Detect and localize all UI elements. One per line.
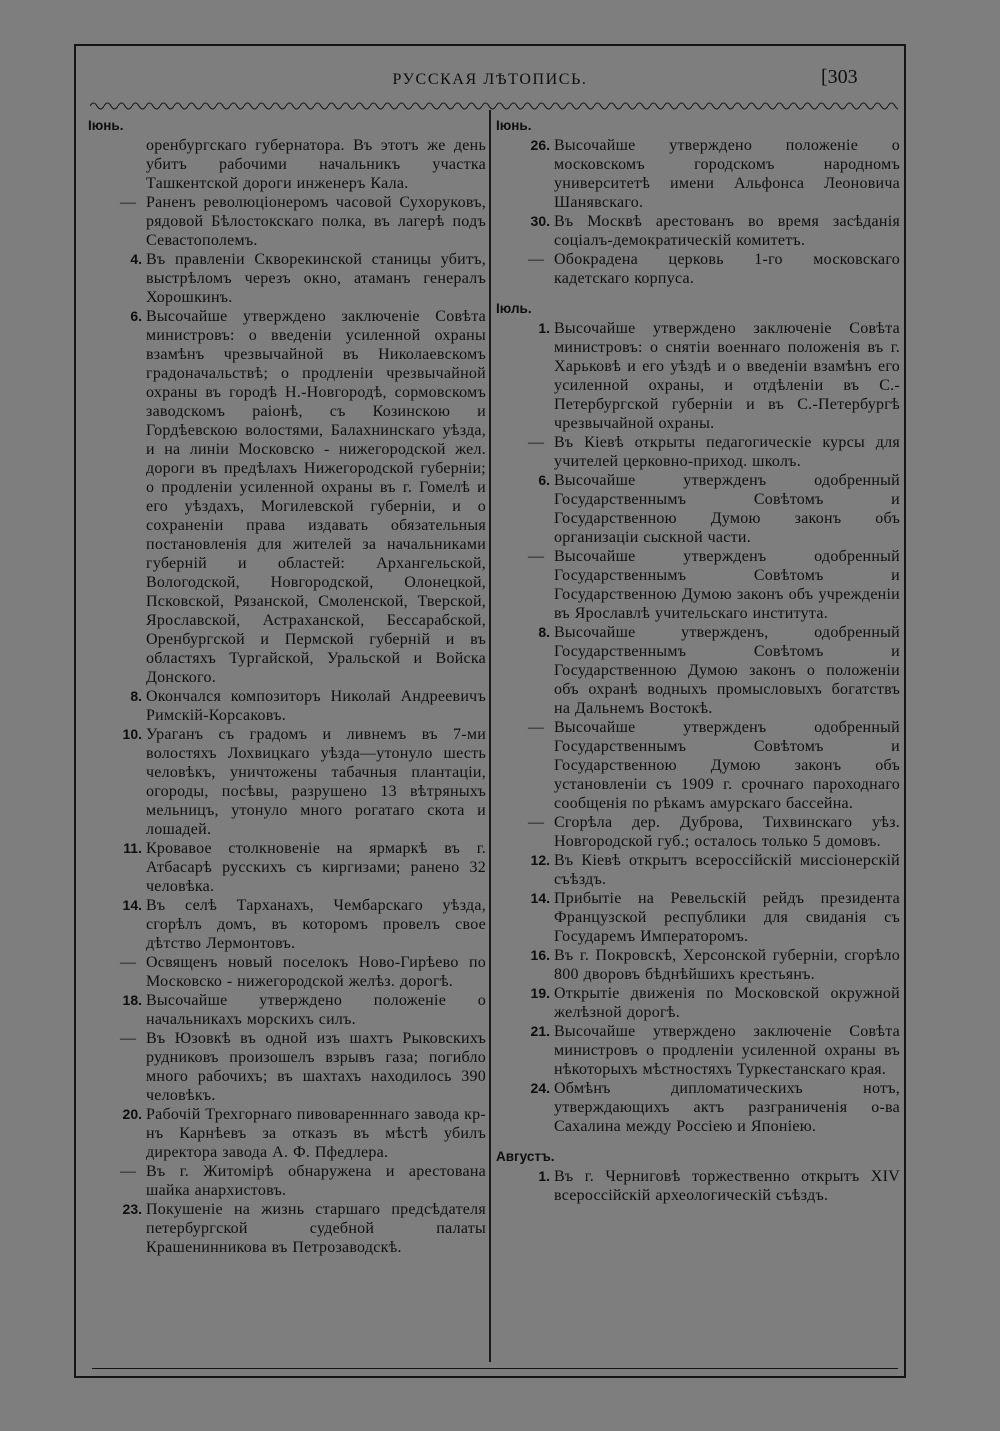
entry-text: Высочайше утвержденъ, одобренный Государственнымъ Совѣтомъ и Государственною Думою законъ о положеніи объ охранѣ водныхъ промысловыхъ богатствъ на Дальнемъ Востокѣ. [554, 624, 900, 717]
entry-text: Окончался композиторъ Николай Андреевичъ Римскій-Корсаковъ. [146, 688, 486, 724]
chronicle-entry [88, 991, 486, 1029]
continuation-dash: — [120, 1163, 136, 1180]
chronicle-entry [496, 984, 900, 1022]
entry-day: 14. [122, 897, 142, 913]
entry-text: Въ правленіи Скворекинской станицы убитъ, выстрѣломъ черезъ окно, атаманъ генералъ Хорошкинъ. [146, 251, 486, 306]
chronicle-entry [88, 687, 486, 725]
chronicle-entry [496, 547, 900, 623]
chronicle-entry [496, 946, 900, 984]
chronicle-entry [496, 1167, 900, 1205]
page-number: [303 [821, 66, 858, 88]
entry-text: Высочайше утвержденъ одобренный Государственнымъ Совѣтомъ и Государственною Думою законъ объ организаціи сыскной части. [554, 472, 900, 546]
entry-day: 19. [530, 985, 550, 1001]
entry-day: 8. [130, 688, 142, 704]
entry-text: Въ г. Житомірѣ обнаружена и арестована шайка анархистовъ. [146, 1163, 486, 1199]
bottom-rule [92, 1368, 898, 1369]
entry-day: 20. [122, 1106, 142, 1122]
entry-text: Въ Кіевѣ открыты педагогическіе курсы для учителей церковно-приход. школъ. [554, 434, 900, 470]
entry-day: 26. [530, 137, 550, 153]
entry-text: Открытіе движенія по Московской окружной желѣзной дорогѣ. [554, 985, 900, 1021]
entry-text: Раненъ революціонеромъ часовой Сухоруковъ, рядовой Бѣлостокскаго полка, въ лагерѣ подъ Севастополемъ. [146, 194, 486, 249]
chronicle-entry [496, 250, 900, 288]
entry-text: оренбургскаго губернатора. Въ этотъ же день убитъ рабочими начальникъ участка Ташкентской дороги инженеръ Кала. [146, 137, 486, 192]
chronicle-entry [88, 896, 486, 953]
entry-text: Прибытіе на Ревельскій рейдъ президента Французской республики для свиданія съ Государемъ Императоромъ. [554, 890, 900, 945]
entry-day: 1. [538, 1168, 550, 1184]
continuation-dash: — [528, 548, 544, 565]
entry-text: Высочайше утверждено положеніе о начальникахъ морскихъ силъ. [146, 992, 486, 1028]
entry-day: 12. [530, 852, 550, 868]
continuation-dash: — [120, 1030, 136, 1047]
continuation-dash: — [528, 719, 544, 736]
continuation-dash: — [120, 954, 136, 971]
chronicle-entry [88, 1200, 486, 1257]
entry-day: 23. [122, 1201, 142, 1217]
entry-text: Въ Юзовкѣ въ одной изъ шахтъ Рыковскихъ рудниковъ произошелъ взрывъ газа; погибло много рабочихъ; въ шахтахъ находилось 390 человѣкъ. [146, 1030, 486, 1104]
chronicle-entry [496, 813, 900, 851]
chronicle-entry [88, 136, 486, 193]
chronicle-entry [496, 136, 900, 212]
continuation-dash: — [528, 434, 544, 451]
left-column [88, 116, 486, 1364]
chronicle-entry [88, 1162, 486, 1200]
entry-day: 6. [130, 308, 142, 324]
entry-day: 8. [538, 624, 550, 640]
chronicle-entry [496, 889, 900, 946]
month-heading: Іюнь. [88, 118, 124, 133]
chronicle-entry [88, 307, 486, 687]
entry-day: 10. [122, 726, 142, 742]
chronicle-entry [496, 471, 900, 547]
chronicle-entry [88, 725, 486, 839]
entry-text: Обмѣнъ дипломатическихъ нотъ, утверждающихъ актъ разграниченія о-ва Сахалина между Россіею и Японіею. [554, 1080, 900, 1135]
chronicle-entry [496, 1022, 900, 1079]
chronicle-entry [496, 623, 900, 718]
entry-day: 14. [530, 890, 550, 906]
month-heading: Іюль. [496, 301, 532, 316]
ornamental-wave-rule [90, 98, 898, 112]
entry-text: Въ Кіевѣ открытъ всероссійскій миссіонерскій съѣздъ. [554, 852, 900, 888]
entry-day: 4. [130, 251, 142, 267]
entry-day: 11. [123, 840, 142, 856]
entry-day: 18. [122, 992, 142, 1008]
chronicle-entry [88, 193, 486, 250]
continuation-dash: — [528, 251, 544, 268]
chronicle-entry [88, 1105, 486, 1162]
chronicle-entry [88, 250, 486, 307]
entry-text: Высочайше утверждено заключеніе Совѣта министровъ: о введеніи усиленной охраны взамѣнъ чрезвычайной въ Николаевскомъ градоначальствѣ; о продленіи чрезвычайной охраны въ городѣ Н.-Новгородѣ, сормовскомъ заводскомъ раіонѣ, съ Козинскою и Гордѣевскою волостями, Балахнинскаго уѣзда, и на линіи Московско - нижегородской жел. дороги въ предѣлахъ Нижегородской губерніи; о продленіи усиленной охраны въ г. Гомелѣ и его уѣздахъ, Могилевской губерніи, и о сохраненіи права издавать обязательныя постановленія для жителей за начальниками губерній и областей: Архангельской, Вологодской, Новгородской, Олонецкой, Псковской, Рязанской, Смоленской, Тверской, Ярославской, Астраханской, Бессарабской, Оренбургской и Пермской губерній и въ областяхъ Тургайской, Уральской и Войска Донского. [146, 308, 486, 686]
chronicle-entry [88, 1029, 486, 1105]
entry-day: 1. [538, 320, 550, 336]
entry-text: Высочайше утверждено положеніе о московскомъ городскомъ народномъ университетѣ имени Альфонса Леоновича Шанявскаго. [554, 137, 900, 211]
entry-text: Рабочій Трехгорнаго пивоваренннаго завода кр-нъ Карнѣевъ за отказъ въ мѣстѣ убилъ директора завода А. Ф. Пфедлера. [146, 1106, 486, 1161]
month-heading: Іюнь. [496, 118, 532, 133]
entry-text: Въ г. Черниговѣ торжественно открытъ XIV всероссійскій археологическій съѣздъ. [554, 1168, 900, 1204]
entry-day: 16. [530, 947, 550, 963]
entry-text: Кровавое столкновеніе на ярмаркѣ въ г. Атбасарѣ русскихъ съ киргизами; ранено 32 человѣка. [146, 840, 486, 895]
column-divider [489, 110, 491, 1362]
entry-text: Высочайше утвержденъ одобренный Государственнымъ Совѣтомъ и Государственною Думою законъ объ учрежденіи въ Ярославлѣ учительскаго института. [554, 548, 900, 622]
entry-text: Высочайше утверждено заключеніе Совѣта министровъ о продленіи усиленной охраны въ нѣкоторыхъ мѣстностяхъ Туркестанскаго края. [554, 1023, 900, 1078]
entry-text: Высочайше утверждено заключеніе Совѣта министровъ: о снятіи военнаго положенія въ г. Харьковѣ и его уѣздѣ и о введеніи взамѣнъ его усиленной охраны, и отдѣленіи въ С.-Петербургской губерніи и въ С.-Петербургѣ чрезвычайной охраны. [554, 320, 900, 432]
entry-text: Освященъ новый поселокъ Ново-Гирѣево по Московско - нижегородской желѣз. дорогѣ. [146, 954, 486, 990]
entry-text: Въ селѣ Тарханахъ, Чембарскаго уѣзда, сгорѣлъ домъ, въ которомъ провелъ свое дѣтство Лермонтовъ. [146, 897, 486, 952]
continuation-dash: — [528, 814, 544, 831]
right-column [496, 116, 900, 1364]
month-heading: Августъ. [496, 1149, 555, 1164]
entry-day: 21. [530, 1023, 550, 1039]
entry-text: Ураганъ съ градомъ и ливнемъ въ 7-ми волостяхъ Лохвицкаго уѣзда—утонуло шесть человѣкъ, уничтожены табачныя плантаціи, огороды, посѣвы, разрушено 13 вѣтряныхъ мельницъ, утонуло много рогатаго скота и лошадей. [146, 726, 486, 838]
entry-text: Высочайше утвержденъ одобренный Государственнымъ Совѣтомъ и Государственною Думою законъ объ установленіи съ 1909 г. срочнаго пароходнаго сообщенія по рѣкамъ амурскаго бассейна. [554, 719, 900, 812]
continuation-dash: — [120, 194, 136, 211]
entry-day: 6. [538, 472, 550, 488]
chronicle-entry [496, 718, 900, 813]
chronicle-entry [88, 953, 486, 991]
entry-text: Обокрадена церковь 1-го московскаго кадетскаго корпуса. [554, 251, 900, 287]
chronicle-entry [496, 319, 900, 433]
entry-text: Въ Москвѣ арестованъ во время засѣданія соціалъ-демократическій комитетъ. [554, 213, 900, 249]
chronicle-entry [496, 433, 900, 471]
chronicle-entry [88, 839, 486, 896]
chronicle-entry [496, 1079, 900, 1136]
running-title: РУССКАЯ ЛѢТОПИСЬ. [392, 71, 588, 88]
entry-text: Сгорѣла дер. Дуброва, Тихвинскаго уѣз. Новгородской губ.; осталось только 5 домовъ. [554, 814, 900, 850]
chronicle-entry [496, 851, 900, 889]
entry-day: 30. [530, 213, 550, 229]
entry-text: Въ г. Покровскѣ, Херсонской губерніи, сгорѣло 800 дворовъ бѣднѣйшихъ крестьянъ. [554, 947, 900, 983]
entry-day: 24. [530, 1080, 550, 1096]
entry-text: Покушеніе на жизнь старшаго предсѣдателя петербургской судебной палаты Крашенинникова въ Петрозаводскѣ. [146, 1201, 486, 1256]
chronicle-entry [496, 212, 900, 250]
